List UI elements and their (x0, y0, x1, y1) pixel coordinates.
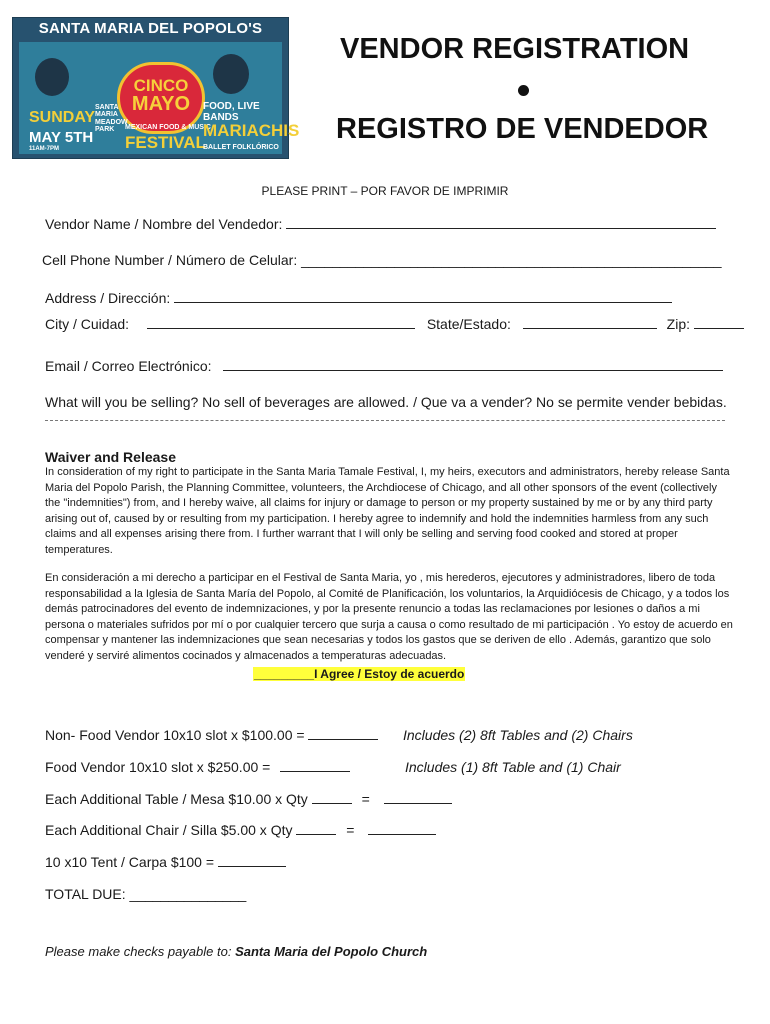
maraca-icon (35, 58, 69, 96)
address-field[interactable] (174, 290, 672, 303)
poster-date: MAY 5TH (29, 129, 94, 146)
vendor-name-label: Vendor Name / Nombre del Vendedor: (45, 216, 283, 232)
poster-time: 11AM-7PM (29, 146, 60, 152)
title-bullet (518, 85, 529, 96)
non-food-fee-row (45, 727, 378, 743)
city-field[interactable] (147, 316, 415, 329)
address-row (45, 290, 672, 306)
waiver-spanish: En consideración a mi derecho a participar en el Festival de Santa Maria, yo , mis herederos, ejecutores y administradores, libero de toda responsabilidad a la Iglesia de Santa María del Popolo, al Comité de Planificación, los voluntarios, la Arquidiócesis de Chicago, y a todos los demás patrocinadores del evento de indemnizaciones, y por la presente renuncio a todas las reclamaciones por lesiones o daños a mi persona o materiales sufridos por mí o por cualquier tercero que surja a causa o como resultado de mi participación . Yo estoy de acuerdo en compensar y mantener las indemnizaciones que sean necesarias y todos los gastos que se deriven de ello . Además, garantizo que solo venderé y serviré alimentos cocinados y almacenados a temperaturas adecuadas. (45, 572, 733, 662)
cell-phone-label: Cell Phone Number / Número de Celular: ______________________________________________________ (42, 252, 722, 268)
badge-line2: MAYO (131, 93, 191, 115)
title-english: VENDOR REGISTRATION (340, 33, 690, 65)
chair-qty-field[interactable] (296, 822, 336, 835)
table-fee-row (45, 791, 452, 807)
poster-bands: FOOD, LIVE BANDS (203, 101, 260, 123)
festival-poster (12, 17, 300, 159)
zip-field[interactable] (694, 316, 744, 329)
chair-fee-row (45, 822, 436, 838)
table-qty-field[interactable] (312, 791, 352, 804)
cell-phone-row[interactable] (42, 252, 722, 268)
total-due[interactable]: TOTAL DUE: _______________ (45, 886, 247, 902)
email-row (45, 358, 723, 374)
vendor-name-field[interactable] (286, 216, 716, 229)
poster-ballet: BALLET FOLKLÓRICO (203, 144, 279, 151)
chair-total-field[interactable] (368, 822, 436, 835)
selling-question: What will you be selling? No sell of beverages are allowed. / Que va a vender? No se permite vender bebidas. (45, 394, 727, 410)
badge-line1: CINCO (133, 76, 189, 95)
non-food-includes: Includes (2) 8ft Tables and (2) Chairs (403, 727, 633, 743)
selling-field[interactable] (45, 420, 725, 421)
vendor-name-row (45, 216, 716, 232)
food-fee-label: Food Vendor 10x10 slot x $250.00 = (45, 759, 271, 775)
email-label: Email / Correo Electrónico: (45, 358, 212, 374)
poster-mariachis: MARIACHIS (203, 121, 300, 140)
food-includes: Includes (1) 8ft Table and (1) Chair (405, 759, 621, 775)
table-total-field[interactable] (384, 791, 452, 804)
address-label: Address / Dirección: (45, 290, 171, 306)
poster-day: SUNDAY (29, 109, 96, 126)
please-print: PLEASE PRINT – POR FAVOR DE IMPRIMIR (261, 184, 509, 198)
checks-payee: Santa Maria del Popolo Church (235, 944, 428, 959)
zip-label: Zip: (666, 316, 691, 332)
table-fee-label: Each Additional Table / Mesa $10.00 x Qty (45, 791, 308, 807)
title-spanish: REGISTRO DE VENDEDOR (336, 113, 709, 145)
state-label: State/Estado: (426, 316, 511, 332)
tent-fee-row (45, 854, 286, 870)
tent-fee-field[interactable] (218, 854, 286, 867)
poster-place: SANTA MARIA MEADOW PARK (95, 104, 128, 134)
poster-festival-sub: MEXICAN FOOD & MUSIC (125, 124, 211, 131)
tent-fee-label: 10 x10 Tent / Carpa $100 = (45, 854, 215, 870)
food-fee-field[interactable] (280, 759, 350, 772)
checks-payable (45, 944, 427, 959)
agree-field[interactable]: _________I Agree / Estoy de acuerdo (254, 667, 465, 681)
poster-banner: SANTA MARIA DEL POPOLO'S (38, 20, 263, 37)
poster-festival: FESTIVAL (125, 133, 206, 152)
chair-fee-label: Each Additional Chair / Silla $5.00 x Qty (45, 822, 293, 838)
checks-label: Please make checks payable to: (45, 944, 232, 959)
non-food-fee-label: Non- Food Vendor 10x10 slot x $100.00 = (45, 727, 305, 743)
chair-equals: = (346, 822, 355, 838)
waiver-english: In consideration of my right to participate in the Santa Maria Tamale Festival, I, my heirs, executors and administrators, hereby release Santa Maria del Popolo Parish, the Planning Committee, volunteers, the Archdiocese of Chicago, and all other sponsors of the event (collectively the "indemnities") from, and I hereby waive, all claims for injury or damage to person or my property sustained by me or by any third party arising out of, caused by or resulting from my participation. I hereby agree to indemnify and hold the indemnities harmless from any such claims and all expenses arising there from. I further warrant that I will only be selling and serving food cooked and stored at proper temperatures. (45, 466, 730, 556)
non-food-fee-field[interactable] (308, 727, 378, 740)
state-field[interactable] (523, 316, 657, 329)
guitar-icon (213, 54, 249, 94)
city-row (45, 316, 744, 332)
table-equals: = (361, 791, 370, 807)
waiver-title: Waiver and Release (45, 449, 176, 465)
food-fee-row (45, 759, 350, 775)
city-label: City / Cuidad: (45, 316, 130, 332)
email-field[interactable] (223, 358, 723, 371)
